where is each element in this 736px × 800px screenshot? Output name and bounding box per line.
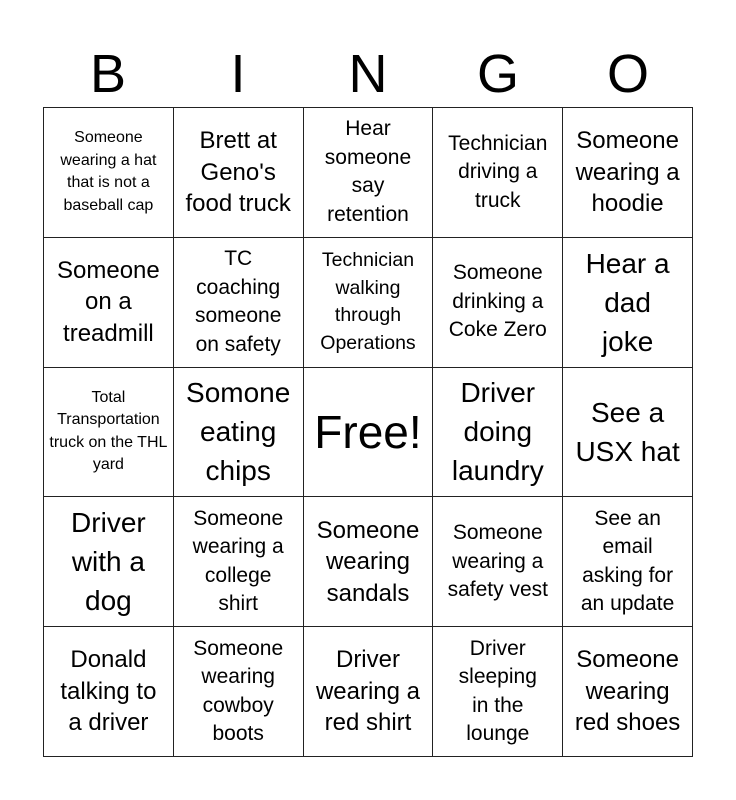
- bingo-cell[interactable]: [44, 627, 174, 757]
- bingo-cell[interactable]: [174, 497, 304, 627]
- bingo-cell[interactable]: [563, 497, 693, 627]
- bingo-cell[interactable]: [433, 368, 563, 498]
- header-letter-b: B: [89, 44, 127, 104]
- cell-text: Someone drinking a Coke Zero: [448, 261, 547, 342]
- bingo-cell[interactable]: [174, 368, 304, 498]
- bingo-cell[interactable]: [433, 108, 563, 238]
- bingo-cell[interactable]: [304, 627, 434, 757]
- cell-text: TC coaching someone on safety: [194, 247, 282, 356]
- bingo-cell[interactable]: [174, 627, 304, 757]
- cell-text: Technician driving a truck: [448, 131, 548, 212]
- header-letter-o: O: [606, 44, 649, 104]
- cell-text: Driver sleeping in the lounge: [458, 636, 537, 746]
- cell-text: Someone wearing a hoodie: [575, 127, 680, 218]
- header-letter-i: I: [230, 44, 246, 104]
- bingo-header: [43, 40, 693, 108]
- cell-text: See an email asking for an update: [580, 506, 675, 616]
- bingo-cell[interactable]: [433, 238, 563, 368]
- bingo-cell[interactable]: [433, 627, 563, 757]
- cell-text: Driver doing laundry: [451, 377, 544, 487]
- free-space-label: Free!: [314, 405, 422, 458]
- cell-text: Donald talking to a driver: [60, 646, 157, 737]
- cell-text: Someone wearing a safety vest: [447, 521, 548, 602]
- bingo-cell[interactable]: [44, 497, 174, 627]
- bingo-cell[interactable]: [304, 108, 434, 238]
- cell-text: Someone on a treadmill: [57, 256, 160, 347]
- cell-text: Someone wearing a hat that is not a baseball cap: [60, 129, 157, 214]
- bingo-cell[interactable]: [304, 238, 434, 368]
- bingo-cell[interactable]: [563, 627, 693, 757]
- cell-text: Someone wearing a college shirt: [192, 506, 284, 616]
- free-space[interactable]: [304, 368, 434, 498]
- cell-text: Technician walking through Operations: [320, 249, 416, 354]
- bingo-cell[interactable]: [44, 368, 174, 498]
- cell-text: Driver with a dog: [71, 507, 146, 617]
- cell-text: Someone wearing sandals: [316, 516, 420, 607]
- bingo-cell[interactable]: [563, 108, 693, 238]
- bingo-board: [43, 107, 693, 757]
- cell-text: Driver wearing a red shirt: [315, 646, 421, 737]
- bingo-cell[interactable]: [433, 497, 563, 627]
- bingo-cell[interactable]: [563, 368, 693, 498]
- cell-text: Hear someone say retention: [324, 117, 412, 226]
- cell-text: See a USX hat: [575, 396, 680, 467]
- bingo-cell[interactable]: [563, 238, 693, 368]
- bingo-cell[interactable]: [44, 238, 174, 368]
- bingo-cell[interactable]: [44, 108, 174, 238]
- bingo-cell[interactable]: [174, 238, 304, 368]
- header-letter-n: N: [348, 44, 388, 104]
- header-letter-g: G: [476, 44, 519, 104]
- cell-text: Brett at Geno's food truck: [185, 127, 291, 218]
- bingo-cell[interactable]: [174, 108, 304, 238]
- cell-text: Someone wearing red shoes: [574, 646, 681, 737]
- cell-text: Someone wearing cowboy boots: [193, 636, 284, 746]
- bingo-cell[interactable]: [304, 497, 434, 627]
- cell-text: Somone eating chips: [186, 377, 291, 487]
- cell-text: Hear a dad joke: [585, 247, 670, 357]
- cell-text: Total Transportation truck on the THL yard: [49, 388, 168, 474]
